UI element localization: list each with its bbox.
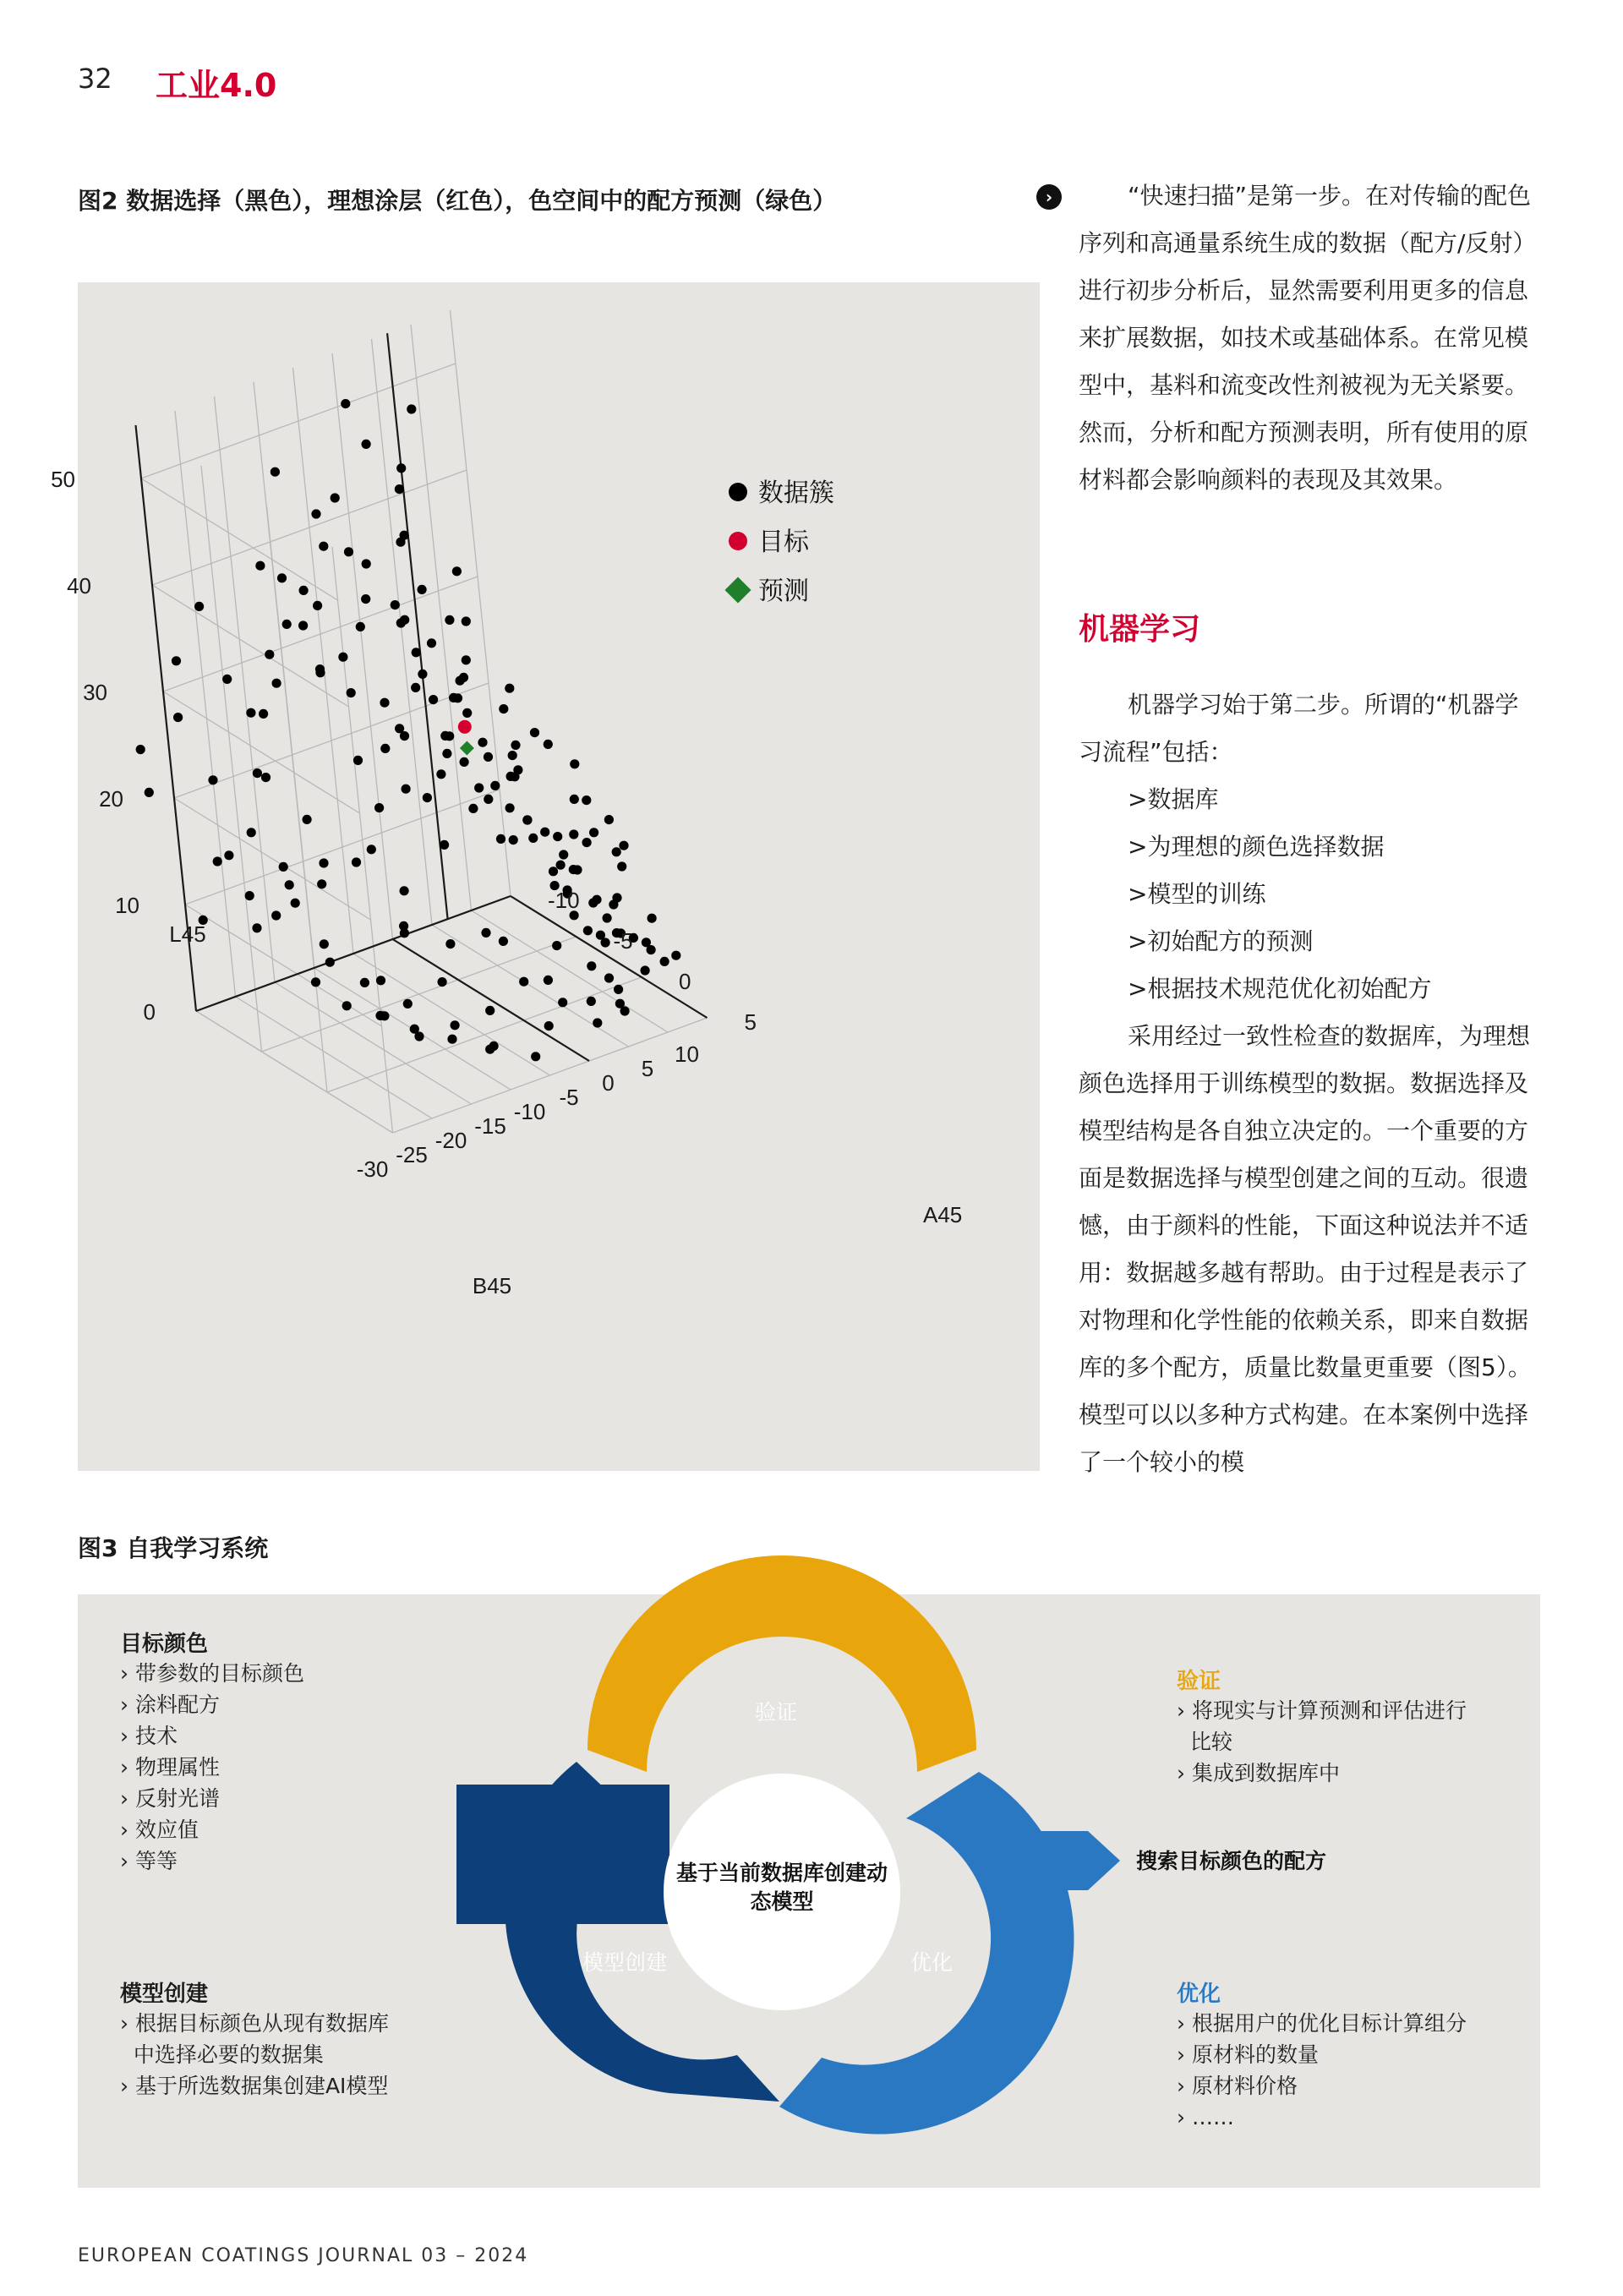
data-point (367, 845, 376, 854)
journal-footer: EUROPEAN COATINGS JOURNAL 03 – 2024 (78, 2245, 529, 2266)
paragraph-ml-intro: 机器学习始于第二步。所谓的“机器学习流程”包括： (1079, 691, 1519, 766)
ml-list-item: >模型的训练 (1128, 880, 1266, 908)
a45-tick-label: -10 (548, 888, 580, 913)
data-point (311, 509, 320, 518)
data-point (445, 731, 454, 741)
data-point (136, 745, 145, 754)
data-point (272, 679, 281, 688)
data-point (374, 803, 384, 812)
data-point (255, 561, 265, 571)
data-point (438, 977, 447, 987)
block-optimization (1177, 1976, 1467, 2133)
data-point (282, 620, 292, 629)
a45-tick-label: -5 (613, 928, 633, 954)
b45-tick-label: -5 (559, 1085, 579, 1110)
data-point (261, 773, 270, 782)
data-point (347, 688, 356, 697)
data-point (604, 973, 614, 982)
block-opt-items (1177, 2008, 1467, 2133)
data-point (508, 751, 517, 760)
data-point (396, 618, 406, 627)
data-point (271, 910, 281, 920)
block-item: › 涂料配方 (120, 1692, 220, 1717)
data-point (356, 622, 365, 631)
block-target-items (120, 1658, 304, 1877)
data-point (361, 594, 370, 604)
data-point (481, 928, 490, 938)
block-item: › 将现实与计算预测和评估进行 (1177, 1698, 1467, 1723)
data-point (511, 741, 520, 750)
data-point (400, 928, 409, 938)
block-item: › 根据目标颜色从现有数据库 (120, 2011, 389, 2036)
data-point (648, 914, 657, 923)
ml-list-item: >为理想的颜色选择数据 (1128, 833, 1385, 861)
data-point (530, 728, 539, 737)
l45-tick-label: 0 (143, 999, 156, 1025)
block-item: › 带参数的目标颜色 (120, 1661, 304, 1686)
data-point (429, 695, 438, 704)
grid-line (387, 333, 447, 919)
grid-line (174, 798, 371, 920)
legend-marker (729, 532, 747, 550)
data-point (528, 834, 538, 843)
data-point (279, 862, 288, 872)
data-point (559, 850, 568, 859)
data-point (362, 440, 371, 449)
data-point (423, 793, 432, 802)
chart-ticks (51, 467, 962, 1298)
data-point (411, 683, 420, 692)
data-point (445, 939, 455, 948)
data-point (499, 937, 508, 946)
figure2-3d-scatter (51, 282, 1040, 1471)
paragraph-data-selection: 采用经过一致性检查的数据库，为理想颜色选择用于训练模型的数据。数据选择及模型结构是各自独立决定的。一个重要的方面是数据选择与模型创建之间的互动。很遗憾，由于颜料的性能，下面这种说法并不适用：数据越多越有帮助。由于过程是表示了对物理和化学性能的依赖关系，即来自数据库的多个配方，质量比数量更重要（图5）。模型可以以多种方式构建。在本案例中选择了一个较小的模 (1079, 1022, 1532, 1476)
data-point (588, 898, 598, 907)
body-column-bottom (1079, 681, 1542, 1486)
data-point (376, 976, 385, 985)
data-point (246, 708, 255, 718)
data-point (505, 803, 515, 812)
b45-tick-label: -20 (434, 1128, 467, 1153)
data-point (360, 978, 369, 987)
data-point (299, 586, 309, 595)
figure2-chart-panel (51, 282, 1040, 1471)
section-title: 工业4.0 (156, 67, 277, 104)
legend-marker (729, 483, 747, 501)
data-point (245, 891, 254, 900)
data-point (453, 693, 462, 702)
data-point (313, 601, 322, 610)
data-point (259, 709, 268, 719)
chart-points (136, 399, 681, 1061)
data-point (484, 752, 493, 762)
data-point (436, 769, 445, 779)
data-point (614, 985, 623, 994)
heading-machine-learning: 机器学习 (1079, 612, 1201, 647)
body-column-top (1079, 172, 1542, 504)
data-point (671, 951, 680, 960)
data-point (462, 616, 471, 626)
data-point (612, 847, 621, 856)
data-point (617, 861, 626, 871)
l45-axis-label: L45 (169, 921, 206, 947)
grid-line (201, 466, 262, 1052)
ml-list-item: >数据库 (1128, 785, 1219, 813)
grid-line (267, 506, 328, 1092)
data-point (319, 542, 328, 551)
l45-tick-label: 10 (115, 893, 139, 918)
paragraph-quick-scan: “快速扫描”是第一步。在对传输的配色序列和高通量系统生成的数据（配方/反射）进行初步分析后，显然需要利用更多的信息来扩展数据，如技术或基础体系。在常见模型中，基料和流变改性剂被视为无关紧要。然而，分析和配方预测表明，所有使用的原材料都会影响颜料的表现及其效果。 (1079, 182, 1537, 494)
b45-tick-label: 5 (641, 1056, 654, 1081)
data-point (395, 484, 404, 494)
data-point (570, 759, 579, 768)
block-item: › 原材料价格 (1177, 2074, 1298, 2098)
ml-process-list (1079, 776, 1542, 1013)
data-point (619, 841, 628, 850)
data-point (298, 620, 308, 630)
grid-line (185, 905, 382, 1026)
data-point (213, 856, 222, 866)
data-point (506, 772, 516, 781)
data-point (445, 615, 454, 625)
data-point (459, 673, 468, 682)
prediction-point (460, 741, 474, 756)
data-point (344, 547, 353, 556)
data-point (247, 828, 256, 837)
data-point (442, 749, 451, 758)
data-point (587, 997, 596, 1006)
legend-label: 预测 (758, 577, 809, 605)
target-point (458, 720, 472, 734)
data-point (352, 857, 361, 866)
a45-axis-label: A45 (923, 1202, 963, 1227)
grid-line (327, 977, 642, 1092)
data-point (224, 850, 233, 860)
data-point (194, 602, 204, 611)
block-item: › 根据用户的优化目标计算组分 (1177, 2011, 1467, 2036)
data-point (544, 740, 553, 749)
data-point (395, 724, 404, 733)
data-point (396, 463, 406, 473)
grid-line (141, 478, 338, 600)
center-text-line1: 基于当前数据库创建动 (675, 1861, 888, 1885)
data-point (277, 573, 287, 582)
data-point (509, 835, 518, 845)
data-point (311, 977, 320, 987)
data-point (660, 957, 669, 966)
data-point (513, 765, 522, 774)
block-item: › 原材料的数量 (1177, 2042, 1319, 2067)
data-point (291, 899, 300, 908)
data-point (418, 585, 427, 594)
data-point (265, 650, 274, 659)
data-point (462, 655, 471, 664)
data-point (522, 815, 532, 824)
data-point (403, 999, 413, 1009)
data-point (558, 998, 567, 1007)
data-point (641, 965, 650, 975)
data-point (531, 1052, 540, 1061)
block-item: › 反射光谱 (120, 1786, 220, 1811)
data-point (603, 913, 612, 922)
continue-arrow-icon: › (1036, 184, 1062, 210)
data-point (319, 858, 328, 867)
data-point (208, 775, 217, 784)
data-point (490, 781, 500, 790)
grid-line (432, 925, 629, 1047)
data-point (410, 1025, 419, 1034)
data-point (468, 804, 478, 813)
data-point (462, 708, 472, 718)
grid-line (372, 339, 433, 925)
data-point (485, 1006, 495, 1015)
grid-line (215, 396, 276, 982)
block-verify (1177, 1664, 1467, 1789)
data-point (519, 977, 528, 987)
block-model-items (120, 2008, 389, 2102)
data-point (353, 756, 363, 765)
data-point (556, 861, 566, 870)
data-point (380, 1011, 389, 1020)
block-verify-items (1177, 1695, 1467, 1789)
block-item: 中选择必要的数据集 (120, 2042, 324, 2067)
data-point (303, 815, 312, 824)
block-model-title: 模型创建 (120, 1982, 209, 2007)
data-point (172, 656, 181, 665)
data-point (451, 1020, 460, 1030)
grid-line (393, 1018, 708, 1133)
l45-tick-label: 30 (83, 680, 107, 705)
segment-label-optimization: 优化 (910, 1951, 954, 1975)
b45-tick-label: -10 (513, 1099, 546, 1124)
data-point (222, 675, 232, 684)
data-point (407, 404, 416, 413)
ml-list-item: >根据技术规范优化初始配方 (1128, 975, 1432, 1003)
l45-tick-label: 50 (51, 467, 75, 492)
data-point (315, 668, 325, 677)
a45-tick-label: 5 (744, 1009, 757, 1035)
block-target-color (120, 1626, 304, 1877)
data-point (145, 788, 154, 797)
data-point (447, 1035, 456, 1044)
data-point (320, 939, 329, 948)
data-point (583, 926, 593, 935)
data-point (391, 600, 400, 610)
output-arrow (991, 1831, 1120, 1890)
figure3-caption: 图3 自我学习系统 (78, 1534, 269, 1562)
data-point (544, 1021, 554, 1030)
data-point (338, 653, 347, 662)
data-point (582, 795, 591, 805)
data-point (253, 768, 262, 778)
data-point (589, 828, 598, 837)
data-point (400, 531, 409, 540)
b45-axis-label: B45 (472, 1273, 512, 1298)
data-point (380, 744, 390, 753)
data-point (647, 945, 656, 954)
figure2-caption: 图2 数据选择（黑色），理想涂层（红色），色空间中的配方预测（绿色） (78, 187, 837, 215)
b45-tick-label: -30 (356, 1156, 389, 1182)
page-number: 32 (78, 63, 112, 95)
data-point (615, 999, 625, 1009)
grid-line (175, 411, 236, 997)
data-point (499, 704, 508, 713)
data-point (485, 1045, 495, 1054)
b45-tick-label: 0 (602, 1070, 615, 1096)
block-item: › 等等 (120, 1849, 178, 1873)
data-point (505, 684, 514, 693)
block-item: › 效应值 (120, 1818, 199, 1842)
block-item: › 基于所选数据集创建AI模型 (120, 2074, 389, 2098)
data-point (552, 941, 561, 950)
data-point (478, 738, 487, 747)
data-point (569, 829, 578, 839)
data-point (252, 923, 261, 932)
data-point (553, 832, 562, 841)
cycle-segment-verify (587, 1555, 976, 1772)
block-item: › 物理属性 (120, 1755, 220, 1779)
l45-tick-label: 20 (99, 786, 123, 812)
grid-line (472, 910, 669, 1032)
grid-line (411, 325, 472, 910)
data-point (593, 1018, 602, 1027)
block-item: › 技术 (120, 1724, 178, 1748)
data-point (572, 865, 582, 874)
legend-label: 数据簇 (758, 479, 834, 507)
data-point (362, 559, 371, 568)
data-point (587, 961, 596, 970)
grid-line (451, 310, 511, 896)
data-point (402, 784, 411, 794)
data-point (601, 938, 610, 947)
data-point (418, 670, 427, 679)
data-point (285, 880, 294, 889)
a45-tick-label: 0 (679, 969, 691, 994)
block-model-creation (120, 1976, 389, 2102)
grid-line (236, 997, 433, 1118)
legend-marker (724, 577, 751, 603)
center-text-line2: 态模型 (750, 1890, 814, 1914)
l45-tick-label: 40 (67, 573, 91, 599)
data-point (331, 493, 340, 502)
data-point (452, 566, 462, 576)
data-point (412, 648, 421, 657)
grid-line (196, 896, 511, 1011)
block-opt-title: 优化 (1177, 1982, 1221, 2007)
data-point (400, 886, 409, 895)
data-point (549, 866, 558, 876)
block-item: › 集成到数据库中 (1177, 1761, 1340, 1785)
figure3-diagram-panel (78, 1594, 1540, 2188)
data-point (380, 698, 389, 708)
data-point (317, 879, 326, 888)
b45-tick-label: 10 (675, 1041, 699, 1067)
data-point (609, 899, 618, 909)
data-point (325, 958, 335, 967)
block-item: 比较 (1177, 1730, 1232, 1754)
data-point (460, 757, 469, 767)
ml-list-item: >初始配方的预测 (1128, 927, 1314, 955)
segment-label-model-creation: 模型创建 (582, 1951, 668, 1975)
b45-tick-label: -15 (474, 1113, 506, 1139)
data-point (341, 399, 350, 408)
legend-label: 目标 (758, 528, 809, 556)
arrow-label: 搜索目标颜色的配方 (1136, 1850, 1327, 1873)
block-target-title: 目标颜色 (120, 1632, 209, 1657)
data-point (173, 713, 183, 722)
segment-label-verify: 验证 (754, 1701, 798, 1725)
data-point (604, 815, 614, 824)
b45-tick-label: -25 (396, 1142, 428, 1167)
data-point (270, 467, 280, 477)
grid-line (196, 1011, 393, 1133)
grid-line (275, 982, 472, 1104)
data-point (540, 828, 549, 837)
data-point (544, 976, 553, 985)
block-item: › …… (1177, 2105, 1234, 2129)
chart-legend (724, 479, 834, 605)
data-point (582, 838, 592, 847)
data-point (570, 795, 579, 804)
data-point (440, 840, 449, 850)
data-point (427, 638, 436, 648)
data-point (496, 834, 505, 844)
data-point (484, 795, 493, 804)
block-verify-title: 验证 (1177, 1669, 1221, 1694)
data-point (474, 783, 484, 792)
data-point (342, 1001, 352, 1010)
